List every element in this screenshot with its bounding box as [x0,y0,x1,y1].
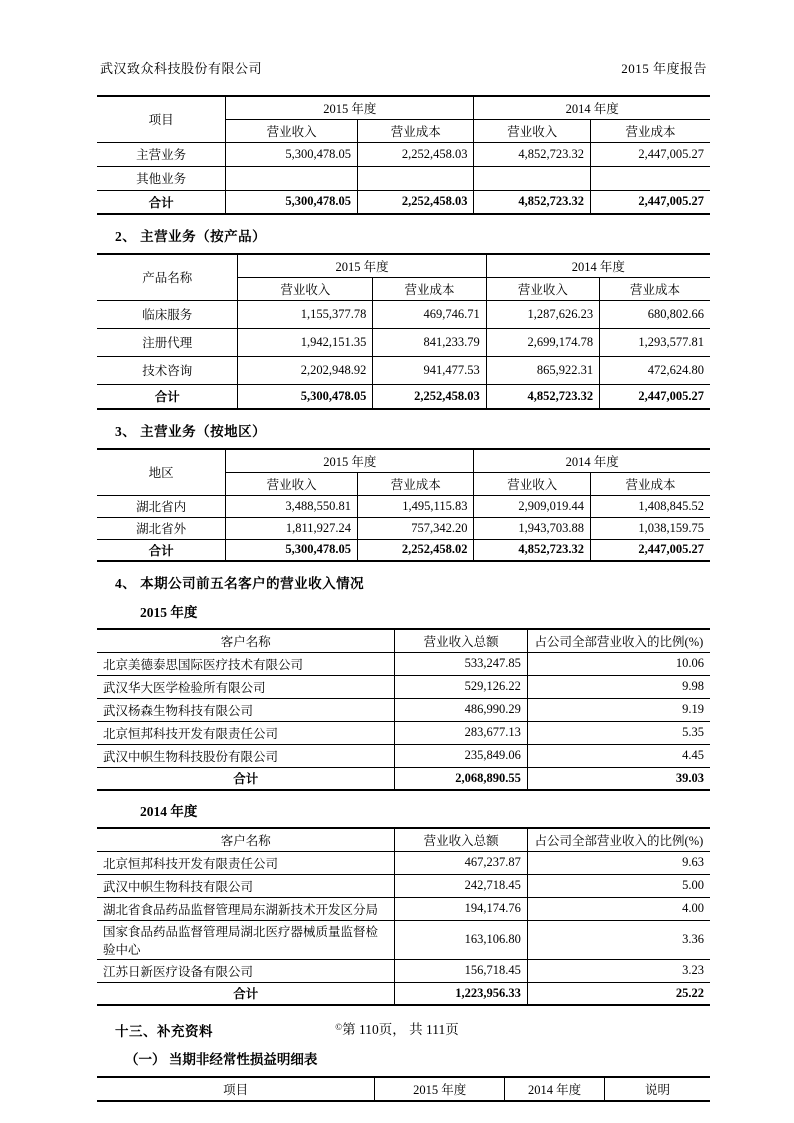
cell-value: 2,252,458.02 [358,539,474,561]
column-header-region: 地区 [97,449,226,495]
nonrecurring-items-table [97,1076,710,1102]
table-row [97,142,710,166]
cell-value: 2,909,019.44 [474,495,590,517]
column-header-revenue: 营业收入 [226,119,358,142]
column-header-2015: 2015 年度 [226,96,474,119]
table-row [97,767,710,790]
row-label: 武汉中帜生物科技有限公司 [97,874,395,897]
table-row [97,517,710,539]
cell-value [226,166,358,190]
row-label: 临床服务 [97,300,238,328]
table-row [97,166,710,190]
cell-value [474,166,590,190]
column-header-2015: 2015 年度 [226,449,474,472]
row-label: 其他业务 [97,166,226,190]
cell-value: 1,038,159.75 [590,517,710,539]
column-header-amount: 营业收入总额 [395,828,527,851]
row-label: 合计 [97,982,395,1005]
row-label: 国家食品药品监督管理局湖北医疗器械质量监督检验中心 [97,920,395,959]
cell-value: 3.36 [527,920,710,959]
company-name: 武汉致众科技股份有限公司 [100,61,263,76]
table-row [97,721,710,744]
column-header-revenue: 营业收入 [474,472,590,495]
cell-value: 2,447,005.27 [590,539,710,561]
cell-value: 163,106.80 [395,920,527,959]
column-header-item: 项目 [97,96,226,142]
cell-value: 2,447,005.27 [590,142,710,166]
cell-value: 9.63 [527,851,710,874]
column-header-cost: 营业成本 [358,472,474,495]
row-label: 合计 [97,384,238,409]
page-header [100,58,707,77]
cell-value: 941,477.53 [373,356,486,384]
table-row [97,897,710,920]
table-row [97,384,710,409]
cell-value: 2,252,458.03 [373,384,486,409]
top-customers-2015-table [97,628,710,791]
table-row [97,874,710,897]
cell-value: 10.06 [527,652,710,675]
cell-value: 469,746.71 [373,300,486,328]
column-header-2014: 2014 年度 [474,449,710,472]
row-label: 武汉华大医学检验所有限公司 [97,675,395,698]
cell-value: 235,849.06 [395,744,527,767]
cell-value: 5.00 [527,874,710,897]
cell-value: 5,300,478.05 [226,539,358,561]
cell-value: 3,488,550.81 [226,495,358,517]
table-row [97,744,710,767]
cell-value: 2,252,458.03 [358,142,474,166]
row-label: 武汉杨森生物科技有限公司 [97,698,395,721]
cell-value: 5.35 [527,721,710,744]
sub-heading-nonrecurring: （一） 当期非经常性损益明细表 [125,1052,318,1067]
row-label: 合计 [97,539,226,561]
column-header-percentage: 占公司全部营业收入的比例(%) [527,828,710,851]
cell-value [590,166,710,190]
cell-value: 25.22 [527,982,710,1005]
column-header-customer: 客户名称 [97,629,395,652]
column-header-product: 产品名称 [97,254,238,300]
column-header-cost: 营业成本 [590,472,710,495]
column-header-cost: 营业成本 [373,277,486,300]
row-label: 湖北省外 [97,517,226,539]
table-row [97,328,710,356]
cell-value: 2,068,890.55 [395,767,527,790]
table-row [97,675,710,698]
section-heading-supplement: 十三、补充资料 [115,1024,213,1039]
footer-mark: © [335,1022,343,1032]
cell-value: 467,237.87 [395,851,527,874]
cell-value [358,166,474,190]
table-row [97,190,710,214]
row-label: 湖北省食品药品监督管理局东湖新技术开发区分局 [97,897,395,920]
report-title: 2015 年度报告 [621,61,707,76]
cell-value: 1,943,703.88 [474,517,590,539]
cell-value: 4,852,723.32 [474,539,590,561]
cell-value: 3.23 [527,959,710,982]
table-row [97,495,710,517]
footer-text: 第 110页， 共 111页 [342,1022,459,1037]
column-header-percentage: 占公司全部营业收入的比例(%) [527,629,710,652]
column-header-cost: 营业成本 [600,277,710,300]
table-row [97,356,710,384]
section-heading-by-region: 3、 主营业务（按地区） [115,424,267,439]
cell-value: 242,718.45 [395,874,527,897]
cell-value: 2,447,005.27 [600,384,710,409]
cell-value: 4.45 [527,744,710,767]
top-customers-2014-table [97,827,710,1006]
cell-value: 757,342.20 [358,517,474,539]
cell-value: 5,300,478.05 [238,384,373,409]
cell-value: 533,247.85 [395,652,527,675]
cell-value: 1,495,115.83 [358,495,474,517]
cell-value: 865,922.31 [486,356,599,384]
column-header-cost: 营业成本 [590,119,710,142]
row-label: 北京美德泰思国际医疗技术有限公司 [97,652,395,675]
business-summary-table [97,95,710,215]
row-label: 武汉中帜生物科技股份有限公司 [97,744,395,767]
table-row [97,539,710,561]
column-header-revenue: 营业收入 [238,277,373,300]
cell-value: 1,293,577.81 [600,328,710,356]
cell-value: 4.00 [527,897,710,920]
sub-heading-2014: 2014 年度 [140,804,198,819]
cell-value: 1,155,377.78 [238,300,373,328]
column-header-2014: 2014 年度 [486,254,710,277]
cell-value: 39.03 [527,767,710,790]
column-header-revenue: 营业收入 [226,472,358,495]
column-header-2015: 2015 年度 [238,254,486,277]
column-header-customer: 客户名称 [97,828,395,851]
column-header-revenue: 营业收入 [474,119,590,142]
column-header-2014: 2014 年度 [474,96,710,119]
cell-value: 194,174.76 [395,897,527,920]
table-row [97,698,710,721]
cell-value: 1,408,845.52 [590,495,710,517]
table-row [97,959,710,982]
cell-value: 529,126.22 [395,675,527,698]
table-row [97,920,710,959]
revenue-by-region-table [97,448,710,562]
cell-value: 5,300,478.05 [226,142,358,166]
sub-heading-2015: 2015 年度 [140,605,198,620]
cell-value: 2,252,458.03 [358,190,474,214]
cell-value: 472,624.80 [600,356,710,384]
cell-value: 9.19 [527,698,710,721]
column-header-item: 项目 [97,1077,375,1101]
section-heading-by-product: 2、 主营业务（按产品） [115,229,267,244]
cell-value: 1,223,956.33 [395,982,527,1005]
cell-value: 680,802.66 [600,300,710,328]
row-label: 合计 [97,767,395,790]
row-label: 江苏日新医疗设备有限公司 [97,959,395,982]
cell-value: 2,447,005.27 [590,190,710,214]
row-label: 注册代理 [97,328,238,356]
row-label: 主营业务 [97,142,226,166]
page-number [0,1018,794,1038]
cell-value: 2,202,948.92 [238,356,373,384]
cell-value: 1,811,927.24 [226,517,358,539]
column-header-amount: 营业收入总额 [395,629,527,652]
row-label: 合计 [97,190,226,214]
table-row [97,652,710,675]
column-header-cost: 营业成本 [358,119,474,142]
cell-value: 1,287,626.23 [486,300,599,328]
cell-value: 283,677.13 [395,721,527,744]
cell-value: 1,942,151.35 [238,328,373,356]
cell-value: 486,990.29 [395,698,527,721]
column-header-note: 说明 [605,1077,710,1101]
table-row [97,851,710,874]
row-label: 技术咨询 [97,356,238,384]
row-label: 北京恒邦科技开发有限责任公司 [97,851,395,874]
column-header-2014: 2014 年度 [505,1077,605,1101]
cell-value: 4,852,723.32 [474,142,590,166]
cell-value: 4,852,723.32 [486,384,599,409]
cell-value: 156,718.45 [395,959,527,982]
column-header-2015: 2015 年度 [375,1077,505,1101]
table-row [97,982,710,1005]
revenue-by-product-table [97,253,710,410]
cell-value: 841,233.79 [373,328,486,356]
cell-value: 5,300,478.05 [226,190,358,214]
section-heading-top-customers: 4、 本期公司前五名客户的营业收入情况 [115,576,365,591]
row-label: 北京恒邦科技开发有限责任公司 [97,721,395,744]
table-row [97,300,710,328]
cell-value: 9.98 [527,675,710,698]
column-header-revenue: 营业收入 [486,277,599,300]
cell-value: 4,852,723.32 [474,190,590,214]
cell-value: 2,699,174.78 [486,328,599,356]
row-label: 湖北省内 [97,495,226,517]
